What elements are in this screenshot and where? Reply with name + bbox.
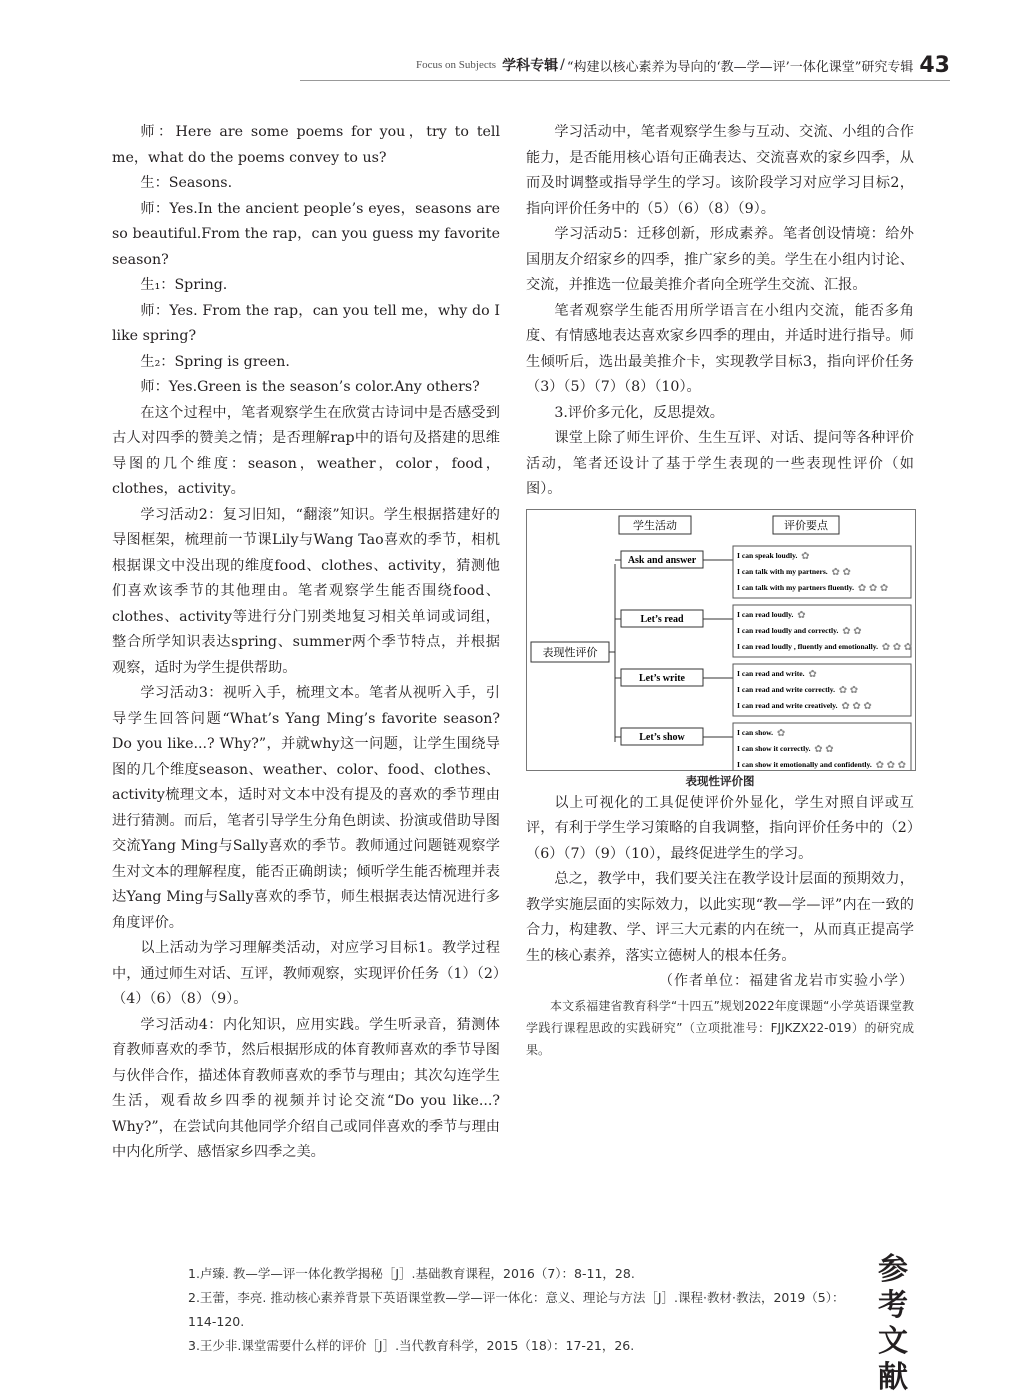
body-paragraph: 学习活动5：迁移创新，形成素养。笔者创设情境：给外国朋友介绍家乡的四季，推广家乡的美。学生在小组内讨论、交流，并推选一位最美推介者向全班学生交流、汇报。 <box>526 226 914 293</box>
special-topic-title: “构建以核心素养为导向的‘教—学—评’一体化课堂”研究专辑 <box>566 59 914 75</box>
rating-flower-icon: ✿ <box>868 582 878 594</box>
criterion-text: I can read loudly. <box>737 609 794 619</box>
activity-label: Let’s show <box>639 731 685 743</box>
criterion-text: I can read and write creatively. <box>737 700 838 710</box>
rating-flower-icon: ✿ <box>801 550 810 562</box>
body-paragraph: 以上可视化的工具促使评价外显化，学生对照自评或互评，有利于学生学习策略的自我调整，指向评价任务中的（2）（6）（7）（9）（10），最终促进学生的学习。 <box>526 794 914 862</box>
rating-flower-icon: ✿ <box>814 743 823 755</box>
dialogue-line: 生₁：Spring. <box>140 277 228 293</box>
dialogue-line: 生：Seasons. <box>140 175 233 191</box>
rating-flower-icon: ✿ <box>825 743 834 755</box>
subject-label: 学科专辑 <box>502 58 559 74</box>
rating-flower-icon: ✿ <box>863 700 872 712</box>
body-paragraph: 总之，教学中，我们要关注在教学设计层面的预期效力，教学实施层面的实际效力，以此实现“教—学—评”内在一致的合力，构建教、学、评三大元素的内在统一，从而真正提高学生的核心素养，落实立德树人的根本任务。 <box>526 871 914 964</box>
body-paragraph: 学习活动2：复习旧知，“翻滚”知识。学生根据搭建好的导图框架，梳理前一节课Lily与Wang Tao喜欢的季节，相机根据课文中没出现的维度food、clothes、activity，猜测他们喜欢该季节的其他理由。笔者观察学生能否围绕food、clothes、activity等进行分门别类地复习相关单词或词组，整合所学知识表达spring、summer两个季节特点，并根据观察，适时为学生提供帮助。 <box>112 506 500 676</box>
evaluation-diagram <box>526 509 916 771</box>
right-column <box>526 120 914 1061</box>
body-paragraph: 学习活动3：视听入手，梳理文本。笔者从视听入手，引导学生回答问题“What’s Yang Ming’s favorite season? Do you like...? Why?”，并就why这一问题，让学生围绕导图的几个维度season、weather、color、food、clothes、activity梳理文本，适时对文本中没有提及的喜欢的季节理由进行猜测。而后，笔者引导学生分角色朗读、扮演或借助导图交流Yang Ming与Sally喜欢的季节。教师通过问题链观察学生对文本的理解程度，能否正确朗读；倾听学生能否梳理并表达Yang Ming与Sally喜欢的季节，师生根据表达情况进行多角度评价。 <box>112 685 500 931</box>
rating-flower-icon: ✿ <box>857 582 867 594</box>
body-paragraph: 在这个过程中，笔者观察学生在欣赏古诗词中是否感受到古人对四季的赞美之情；是否理解rap中的语句及搭建的思维导图的几个维度：season，weather，color，food，clothes，activity。 <box>112 404 500 497</box>
dialogue-line: 师：Yes.Green is the season’s color.Any others? <box>140 379 480 395</box>
criterion-text: I can talk with my partners. <box>737 566 828 576</box>
criterion-text: I can talk with my partners fluently. <box>737 582 855 592</box>
body-paragraph: 笔者观察学生能否用所学语言在小组内交流，能否多角度、有情感地表达喜欢家乡四季的理由，并适时进行指导。师生倾听后，选出最美推介卡，实现教学目标3，指向评价任务（3）（5）（7）（8）（10）。 <box>526 302 914 395</box>
body-paragraph: 以上活动为学习理解类活动，对应学习目标1。教学过程中，通过师生对话、互评，教师观察，实现评价任务（1）（2）（4）（6）（8）（9）。 <box>112 940 500 1007</box>
rating-flower-icon: ✿ <box>892 641 902 653</box>
reference-item: 2.王蕾，李亮. 推动核心素养背景下英语课堂教—学—评一体化：意义、理论与方法［J］.课程·教材·教法，2019（5）：114-120. <box>188 1290 845 1329</box>
rating-flower-icon: ✿ <box>853 625 862 637</box>
focus-label: Focus on Subjects <box>416 59 497 71</box>
rating-flower-icon: ✿ <box>881 641 891 653</box>
rating-flower-icon: ✿ <box>897 759 907 770</box>
activity-label: Ask and answer <box>627 554 697 566</box>
criterion-text: I can read and write correctly. <box>737 684 835 694</box>
body-paragraph: 课堂上除了师生评价、生生互评、对话、提问等各种评价活动，笔者还设计了基于学生表现的一些表现性评价（如图）。 <box>526 430 914 497</box>
rating-flower-icon: ✿ <box>879 582 889 594</box>
activity-label: Let’s read <box>640 613 684 625</box>
rating-flower-icon: ✿ <box>797 609 806 621</box>
criterion-text: I can show it correctly. <box>737 743 811 753</box>
rating-flower-icon: ✿ <box>776 727 786 739</box>
activity-column-header: 学生活动 <box>633 518 677 532</box>
evaluation-tree-svg <box>527 510 915 770</box>
criterion-text: I can read and write. <box>737 668 805 678</box>
funding-note: 本文系福建省教育科学“十四五”规划2022年度课题“小学英语课堂教学践行课程思政的实践研究”（立项批准号：FJJKZX22-019）的研究成果。 <box>526 998 914 1057</box>
dialogue-line: 师：Yes. From the rap，can you tell me，why do I like spring? <box>112 302 500 344</box>
rating-flower-icon: ✿ <box>886 759 896 770</box>
rating-flower-icon: ✿ <box>875 759 885 770</box>
rating-flower-icon: ✿ <box>852 700 861 712</box>
left-column <box>112 120 500 1166</box>
running-header <box>300 48 950 82</box>
rating-flower-icon: ✿ <box>849 684 859 696</box>
references-list <box>160 1262 850 1358</box>
reference-item: 1.卢臻. 教—学—评一体化教学揭秘［J］.基础教育课程，2016（7）：8-11，28. <box>188 1266 635 1281</box>
rating-flower-icon: ✿ <box>808 668 817 680</box>
rating-flower-icon: ✿ <box>831 566 840 578</box>
rating-flower-icon: ✿ <box>842 625 851 637</box>
dialogue-line: 师：Yes.In the ancient people’s eyes，seasons are so beautiful.From the rap，can you guess my favorite season? <box>112 200 500 268</box>
criterion-text: I can show it emotionally and confidently. <box>737 759 872 769</box>
references-title: 参考文献 <box>878 1252 908 1395</box>
dialogue-line: 生₂：Spring is green. <box>140 353 290 370</box>
rating-flower-icon: ✿ <box>842 566 851 578</box>
criterion-text: I can read loudly , fluently and emotionally. <box>737 641 878 651</box>
rating-flower-icon: ✿ <box>841 700 850 712</box>
page-number: 43 <box>919 52 950 78</box>
section-heading: 3.评价多元化，反思提效。 <box>554 404 724 421</box>
points-column-header: 评价要点 <box>784 518 828 532</box>
rating-flower-icon: ✿ <box>838 684 848 696</box>
author-affiliation: （作者单位：福建省龙岩市实验小学） <box>659 973 914 989</box>
criterion-text: I can show. <box>737 727 774 737</box>
dialogue-line: 师：Here are some poems for you，try to tell me，what do the poems convey to us? <box>112 124 500 166</box>
header-rule <box>300 80 950 81</box>
rating-flower-icon: ✿ <box>903 641 913 653</box>
reference-item: 3.王少非.课堂需要什么样的评价［J］.当代教育科学，2015（18）：17-21，26. <box>188 1338 635 1353</box>
activity-label: Let’s write <box>639 672 685 684</box>
root-label: 表现性评价 <box>542 645 598 659</box>
header-separator: / <box>560 57 565 73</box>
body-paragraph: 学习活动中，笔者观察学生参与互动、交流、小组的合作能力，是否能用核心语句正确表达、交流喜欢的家乡四季，从而及时调整或指导学生的学习。该阶段学习对应学习目标2，指向评价任务中的（5）（6）（8）（9）。 <box>526 124 914 217</box>
criterion-text: I can read loudly and correctly. <box>737 625 839 635</box>
body-paragraph: 学习活动4：内化知识，应用实践。学生听录音，猜测体育教师喜欢的季节，然后根据形成的体育教师喜欢的季节导图与伙伴合作，描述体育教师喜欢的季节与理由；其次勾连学生生活，观看故乡四季的视频并讨论交流“Do you like...? Why?”，在尝试向其他同学介绍自己或同伴喜欢的季节与理由中内化所学、感悟家乡四季之美。 <box>112 1016 500 1160</box>
criterion-text: I can speak loudly. <box>737 550 798 560</box>
figure-caption: 表现性评价图 <box>685 773 755 788</box>
